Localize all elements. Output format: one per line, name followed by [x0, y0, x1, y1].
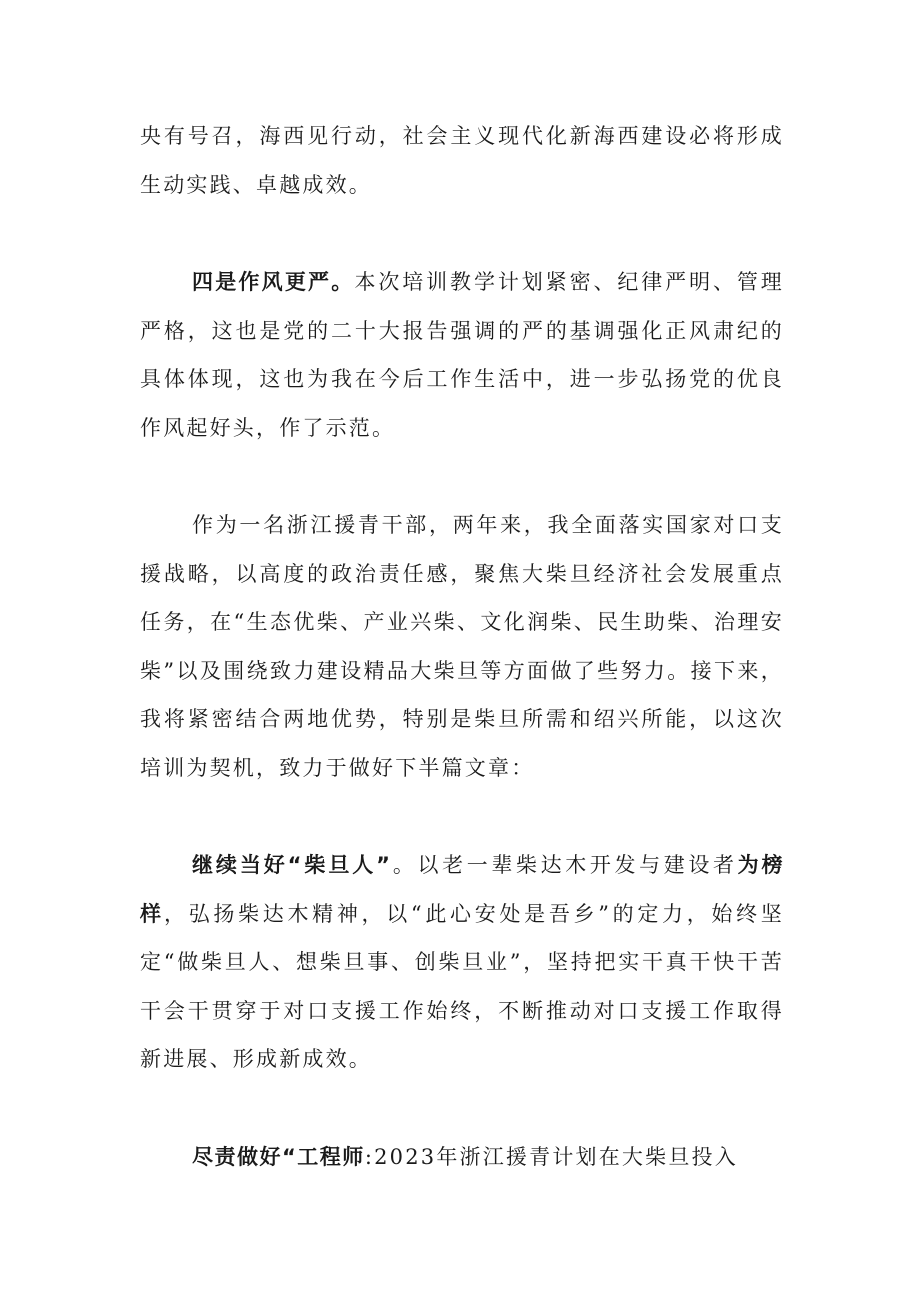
paragraph-gap [140, 1084, 784, 1133]
paragraph-heading: 尽责做好“工程师 [192, 1144, 365, 1169]
paragraph-gap [140, 452, 784, 501]
paragraph-body: ，弘扬柴达木精神，以“此心安处是吾乡”的定力，始终坚定“做柴旦人、想柴旦事、创柴旦业”，坚持把实干真干快干苦干会干贯穿于对口支援工作始终，不断推动对口支援工作取得新进展、形成新成效。 [140, 901, 785, 1071]
paragraph-summary: 作为一名浙江援青干部，两年来，我全面落实国家对口支援战略，以高度的政治责任感，聚焦大柴旦经济社会发展重点任务，在“生态优柴、产业兴柴、文化润柴、民生助柴、治理安柴”以及围绕致力建设精品大柴旦等方面做了些努力。接下来，我将紧密结合两地优势，特别是柴旦所需和绍兴所能，以这次培训为契机，致力于做好下半篇文章： [140, 513, 784, 780]
paragraph-heading-emphasis: 为榜样 [140, 853, 784, 926]
paragraph-gap [140, 792, 784, 841]
paragraph-body: 。以老一辈柴达木开发与建设者 [391, 853, 738, 877]
paragraph-heading: 继续当好“柴旦人” [192, 853, 392, 877]
paragraph-engineer [140, 1133, 784, 1182]
paragraph-continuation: 央有号召，海西见行动，社会主义现代化新海西建设必将形成生动实践、卓越成效。 [140, 124, 784, 197]
paragraph-chaidan-person [140, 841, 784, 1084]
paragraph-gap [140, 209, 784, 258]
paragraph-style-stricter [140, 258, 784, 452]
document-page [140, 112, 784, 1181]
paragraph-body: 本次培训教学计划紧密、纪律严明、管理严格，这也是党的二十大报告强调的严的基调强化正风肃纪的具体体现，这也为我在今后工作生活中，进一步弘扬党的优良作风起好头，作了示范。 [140, 270, 785, 440]
paragraph-heading: 四是作风更严。 [192, 270, 355, 294]
paragraph-body: :2023年浙江援青计划在大柴旦投入 [364, 1144, 738, 1169]
